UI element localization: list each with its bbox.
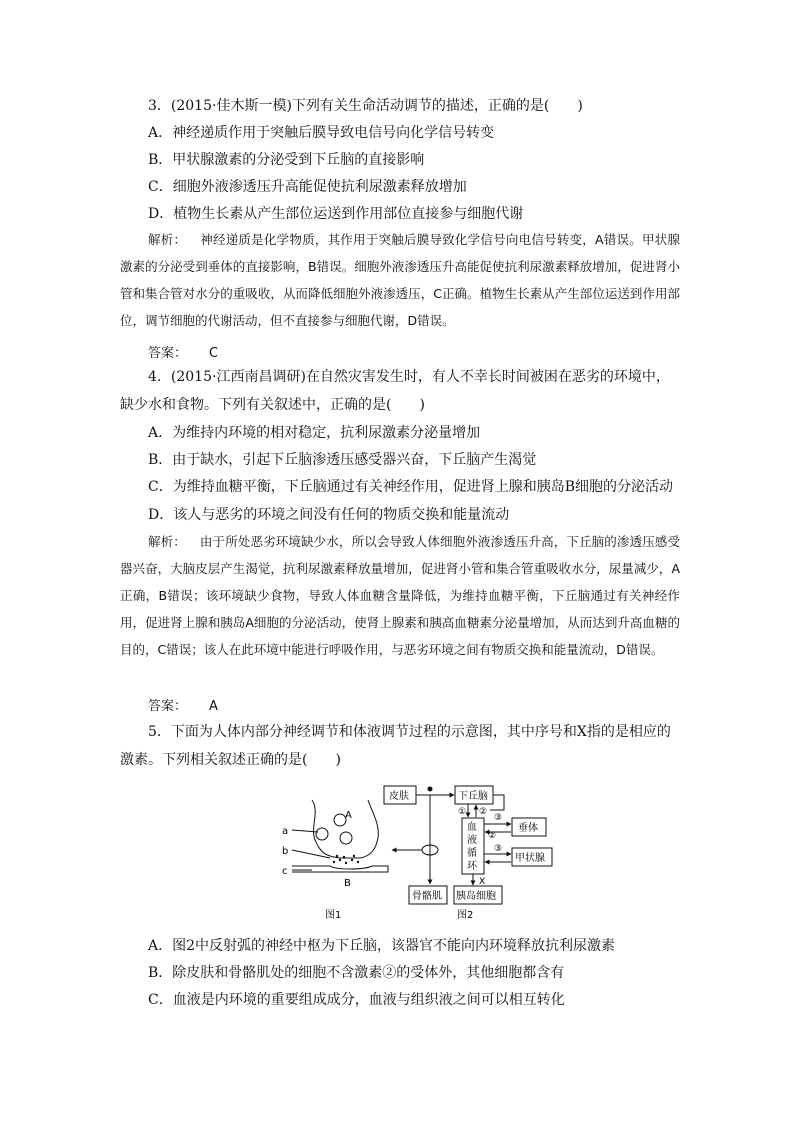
postsynaptic-membrane <box>292 866 388 872</box>
q4-explanation-text: 由于所处恶劣环境缺少水，所以会导致人体细胞外液渗透压升高，下丘脑的渗透压感受器兴奋，大脑皮层产生渴觉，抗利尿激素释放量增加，促进肾小管和集合管重吸收水分，尿量减少，A正确，B错误；该环境缺少食物，导致人体血糖含量降低，为维持血糖平衡，下丘脑通过有关神经作用，促进肾上腺和胰岛A细胞的分泌活动，使肾上腺素和胰高血糖素分泌量增加，从而达到升高血糖的目的，C错误；该人在此环境中能进行呼吸作用，与恶劣环境之间有物质交换和能量流动，D错误。 <box>120 534 680 657</box>
q3-explanation <box>120 226 680 334</box>
label-x: X <box>479 877 486 887</box>
q5-figure <box>0 778 794 928</box>
q4-answer-label: 答案： <box>148 699 188 714</box>
fig2-caption: 图2 <box>457 910 474 921</box>
q3-option-b: B．甲状腺激素的分泌受到下丘脑的直接影响 <box>148 152 425 168</box>
fig1-caption: 图1 <box>325 910 342 921</box>
q3-stem: 3．(2015·佳木斯一模)下列有关生命活动调节的描述，正确的是( ) <box>148 98 583 114</box>
label-muscle: 骨骼肌 <box>412 891 442 902</box>
q4-answer-value: A <box>209 699 218 714</box>
label-pituitary: 垂体 <box>518 823 538 834</box>
label-thyroid: 甲状腺 <box>515 853 545 864</box>
fig1-label-c: c <box>282 866 288 877</box>
label-blood-2: 液 <box>467 835 477 846</box>
vesicle <box>340 832 352 844</box>
label-blood-4: 环 <box>467 861 477 872</box>
synaptic-cleft-dots <box>333 855 359 864</box>
nerve-node <box>428 787 433 792</box>
fig1-label-B: B <box>344 878 351 889</box>
q4-option-a: A．为维持内环境的相对稳定，抗利尿激素分泌量增加 <box>148 425 481 441</box>
q3-answer-label: 答案： <box>148 346 188 361</box>
q4-explanation <box>120 528 680 663</box>
q3-answer-value: C <box>209 346 219 361</box>
figure1-synapse <box>292 800 388 872</box>
feedback-line <box>490 795 504 810</box>
q3-option-c: C．细胞外液渗透压升高能促使抗利尿激素释放增加 <box>148 179 467 195</box>
q5-option-b: B．除皮肤和骨骼肌处的细胞不含激素②的受体外，其他细胞都含有 <box>148 965 565 981</box>
presynaptic-terminal <box>312 800 378 858</box>
q3-explanation-text: 神经递质是化学物质，其作用于突触后膜导致化学信号向电信号转变，A错误。甲状腺激素的分泌受到垂体的直接影响，B错误。细胞外液渗透压升高能促使抗利尿激素释放增加，促进肾小管和集合管对水分的重吸收，从而降低细胞外液渗透压，C正确。植物生长素从产生部位运送到作用部位，调节细胞的代谢活动，但不直接参与细胞代谢，D错误。 <box>120 232 680 328</box>
q3-option-d: D．植物生长素从产生部位运送到作用部位直接参与细胞代谢 <box>148 206 524 222</box>
label-num1: ① <box>458 807 467 817</box>
q4-option-c: C．为维持血糖平衡，下丘脑通过有关神经作用，促进肾上腺和胰岛B细胞的分泌活动 <box>148 479 673 495</box>
q3-answer <box>148 342 218 361</box>
q5-option-c: C．血液是内环境的重要组成成分，血液与组织液之间可以相互转化 <box>148 992 565 1008</box>
fig1-label-a: a <box>282 826 289 837</box>
q4-explanation-label: 解析： <box>148 534 186 549</box>
label-skin: 皮肤 <box>389 791 409 802</box>
fig1-label-b: b <box>282 846 289 857</box>
label-num2: ② <box>479 807 488 817</box>
q4-stem <box>120 363 680 419</box>
q4-stem-text: 4．(2015·江西南昌调研)在自然灾害发生时，有人不幸长时间被困在恶劣的环境中，缺少水和食物。下列有关叙述中，正确的是( ) <box>120 369 670 413</box>
label-num3-top: ③ <box>494 813 503 823</box>
label-islet: 胰岛细胞 <box>456 891 496 902</box>
label-num3-thy: ③ <box>494 844 503 854</box>
label-num2-pit: ② <box>488 831 497 841</box>
label-line-b <box>292 850 330 858</box>
q4-option-d: D．该人与恶劣的环境之间没有任何的物质交换和能量流动 <box>148 507 510 523</box>
label-blood-1: 血 <box>467 822 477 833</box>
q5-stem <box>120 718 680 774</box>
label-blood-3: 循 <box>467 848 477 859</box>
label-hypothalamus: 下丘脑 <box>458 791 488 802</box>
q3-option-a: A．神经递质作用于突触后膜导致电信号向化学信号转变 <box>148 125 495 141</box>
vesicle <box>316 828 328 840</box>
q3-explanation-label: 解析： <box>148 232 187 247</box>
q5-stem-text: 5．下面为人体内部分神经调节和体液调节过程的示意图，其中序号和X指的是相应的激素。下列相关叙述正确的是( ) <box>120 724 671 768</box>
q5-option-a: A．图2中反射弧的神经中枢为下丘脑，该器官不能向内环境释放抗利尿激素 <box>148 938 616 954</box>
fig1-label-A: A <box>345 810 352 821</box>
q4-answer <box>148 695 218 714</box>
q4-option-b: B．由于缺水，引起下丘脑渗透压感受器兴奋，下丘脑产生渴觉 <box>148 452 537 468</box>
